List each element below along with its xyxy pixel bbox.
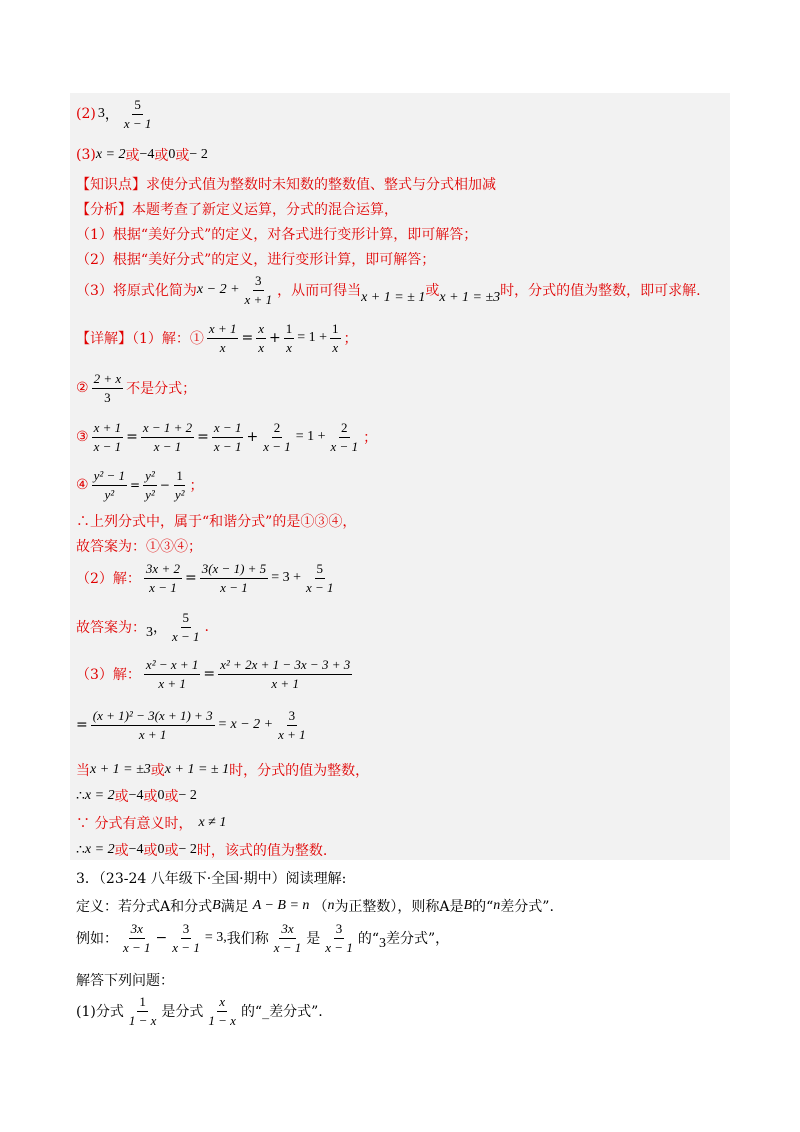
fraction: $\frac{x}{x}$ xyxy=(258,321,264,355)
label: 故答案为： xyxy=(76,620,146,637)
expr: x = 2 xyxy=(84,842,115,857)
detail-3: ③ $\frac{x + 1}{x - 1}$ = $\frac{x - 1 + 2}{x - 1}$ = $\frac{x - 1}{x - 1}$ + $\frac{2}{x - 1}$ = 1 + $\frac{2}{x - 1}$ ； xyxy=(76,420,378,454)
question-3-part1 xyxy=(76,995,323,1027)
value: − 2 xyxy=(178,842,197,857)
fraction: $\frac{1}{x}$ xyxy=(332,321,339,355)
or: 或 xyxy=(143,789,158,805)
question-3-title: 3．（23-24 八年级下·全国·期中）阅读理解: xyxy=(76,871,347,887)
fraction: $\frac{3}{x + 1}$ xyxy=(278,708,306,742)
minus: − xyxy=(155,930,168,947)
end: . xyxy=(204,619,209,636)
end: ； xyxy=(189,478,204,495)
expr: x ≠ 1 xyxy=(198,815,227,830)
analysis: 【分析】本题考查了新定义运算，分式的混合运算， xyxy=(76,202,398,218)
fraction: $\frac{x - 1}{x - 1}$ xyxy=(213,420,242,454)
fraction: $\frac{2}{x - 1}$ xyxy=(330,420,359,454)
so-line-2 xyxy=(76,840,327,860)
text: ，从而可得当 xyxy=(277,283,362,300)
expr: = x − 2 + xyxy=(217,717,274,733)
fraction: $\frac{3}{x - 1}$ xyxy=(325,921,353,955)
value: 0 xyxy=(157,788,165,803)
therefore: ∴ xyxy=(76,788,85,804)
sep: ， xyxy=(104,107,119,124)
fraction: $\frac{\text{(x + 1)² − 3(x + 1) + 3}}{x + 1}$ xyxy=(92,708,213,742)
fraction: $\frac{\text{x² + 2x + 1 − 3x − 3 + 3}}{x + 1}$ xyxy=(220,657,351,691)
question-3-definition xyxy=(76,896,554,916)
text: 时，分式的值为整数，即可求解. xyxy=(500,283,701,300)
detail-part3b: = $\frac{\text{(x + 1)² − 3(x + 1) + 3}}{x + 1}$ = x − 2 + $\frac{3}{x + 1}$ xyxy=(76,708,306,742)
fraction: $\frac{3}{x + 1}$ xyxy=(244,273,273,307)
fraction: $\frac{3x}{x - 1}$ xyxy=(123,921,151,955)
text: 当 xyxy=(76,763,90,779)
fraction: $\frac{1}{\text{y²}}$ xyxy=(174,468,185,502)
text: 是 xyxy=(306,931,321,948)
fraction: $\frac{5}{x - 1}$ xyxy=(305,561,334,595)
text: 差分式”. xyxy=(500,899,554,915)
eq: = xyxy=(241,330,254,347)
text: 我们称 xyxy=(226,931,269,948)
fraction: $\frac{x - 1 + 2}{x - 1}$ xyxy=(142,420,193,454)
value: 0 xyxy=(157,842,165,857)
or: 或 xyxy=(125,148,140,164)
text: ∵ 分式有意义时， xyxy=(76,816,193,832)
text: 为正整数），则称A是 xyxy=(334,899,464,915)
eq: = 1 + xyxy=(295,429,326,445)
answer-3 xyxy=(76,145,208,165)
value: 3 xyxy=(379,936,386,952)
value: −4 xyxy=(128,788,144,803)
value: −4 xyxy=(128,842,144,857)
label: (2) xyxy=(76,106,96,123)
text: 定义：若分式A和分式 xyxy=(76,899,213,915)
sep: ， xyxy=(153,620,167,637)
fraction: $\frac{3(x - 1) + 5}{x - 1}$ xyxy=(201,561,267,595)
plus: + xyxy=(268,330,281,347)
value: 0 xyxy=(168,147,176,162)
value: 3 xyxy=(146,625,153,641)
value: −4 xyxy=(139,147,155,162)
fraction: $\frac{3x + 2}{x - 1}$ xyxy=(145,561,180,595)
text: 时，该式的值为整数. xyxy=(196,843,328,859)
therefore: ∴ xyxy=(76,842,85,858)
eq: = 1 + xyxy=(297,330,328,346)
value: − 2 xyxy=(189,147,208,162)
detail-part3: （3）解： $\frac{\text{x² − x + 1}}{x + 1}$ = $\frac{\text{x² + 2x + 1 − 3x − 3 + 3}}{x + 1}$ xyxy=(76,657,351,691)
or: 或 xyxy=(425,283,440,300)
answer-part2 xyxy=(76,611,209,643)
var: n xyxy=(493,898,501,913)
mark: ③ xyxy=(76,429,89,446)
fraction: $\frac{\text{x² − x + 1}}{x + 1}$ xyxy=(145,657,199,691)
fraction: $\frac{x}{1 - x}$ xyxy=(208,994,236,1028)
detail-4: ④ $\frac{\text{y² − 1}}{\text{y²}}$ = $\frac{\text{y²}}{\text{y²}}$ − $\frac{1}{\text{y²}}$ ； xyxy=(76,468,204,502)
value: − 2 xyxy=(178,788,197,803)
expr: x = 2 xyxy=(95,147,126,162)
or: 或 xyxy=(114,843,129,859)
or: 或 xyxy=(143,843,158,859)
end: ； xyxy=(343,331,358,348)
detail-2 xyxy=(76,372,196,404)
expr: x + 1 = ± 1 xyxy=(361,290,426,306)
detail-part2: （2）解： $\frac{3x + 2}{x - 1}$ = $\frac{3(x - 1) + 5}{x - 1}$ = 3 + $\frac{5}{x - 1}$ xyxy=(76,561,334,595)
text: 的“_差分式”. xyxy=(240,1004,323,1021)
conclusion-1: ∴上列分式中，属于“和谐分式”的是①③④， xyxy=(76,514,357,530)
fraction: $\frac{x + 1}{x - 1}$ xyxy=(93,420,122,454)
or: 或 xyxy=(175,148,190,164)
fraction: $\frac{5}{x - 1}$ xyxy=(172,610,200,644)
expr: x − 2 + xyxy=(196,282,240,298)
var: n xyxy=(327,898,335,913)
text: 满足 xyxy=(220,899,249,915)
fraction: $\frac{\text{y²}}{\text{y²}}$ xyxy=(145,468,155,502)
mark: ② xyxy=(76,380,89,397)
fraction: $\frac{5}{x - 1}$ xyxy=(123,97,152,131)
or: 或 xyxy=(164,843,179,859)
text: 差分式”， xyxy=(386,931,450,948)
fraction: $\frac{3}{x - 1}$ xyxy=(172,921,200,955)
answer-1: 故答案为：①③④； xyxy=(76,539,202,555)
analysis-2: （2）根据“美好分式”的定义，进行变形计算，即可解答； xyxy=(76,252,436,268)
mark: ④ xyxy=(76,477,89,494)
so-line-1 xyxy=(76,786,197,806)
question-3-example xyxy=(76,922,449,954)
fraction: $\frac{3x}{x - 1}$ xyxy=(273,921,302,955)
text: 【详解】（1）解：① xyxy=(76,331,204,348)
label: （2）解： xyxy=(76,571,141,588)
fraction: $\frac{2 + x}{3}$ xyxy=(93,371,122,405)
label: （3）解： xyxy=(76,667,141,684)
eq: = 3 + xyxy=(271,570,301,586)
knowledge-point: 【知识点】求使分式值为整数时未知数的整数值、整式与分式相加减 xyxy=(76,177,496,193)
text: 的“ xyxy=(357,931,379,948)
or: 或 xyxy=(114,789,129,805)
because-line xyxy=(76,813,226,833)
value: 3 xyxy=(97,106,105,122)
expr: x + 1 = ± 1 xyxy=(164,762,230,777)
when-line xyxy=(76,760,369,780)
var: B xyxy=(212,898,221,913)
expr: x + 1 = ±3 xyxy=(439,290,501,306)
analysis-3 xyxy=(76,274,701,306)
label: (3) xyxy=(76,147,96,163)
fraction: $\frac{1}{x}$ xyxy=(285,321,293,355)
analysis-1: （1）根据“美好分式”的定义，对各式进行变形计算，即可解答； xyxy=(76,227,478,243)
var: B xyxy=(463,898,473,913)
expr: x + 1 = ±3 xyxy=(90,762,151,777)
fraction: $\frac{1}{1 - x}$ xyxy=(128,994,157,1028)
question-3-solve: 解答下列问题： xyxy=(76,973,174,989)
fraction: $\frac{x + 1}{x}$ xyxy=(208,321,237,355)
or: 或 xyxy=(154,148,169,164)
text: (1)分式 xyxy=(76,1004,124,1021)
text: 不是分式； xyxy=(126,381,197,398)
text: 例如： xyxy=(76,931,118,948)
eq: = 3, xyxy=(204,930,227,946)
fraction: $\frac{\text{y² − 1}}{\text{y²}}$ xyxy=(93,468,126,502)
fraction: $\frac{2}{x - 1}$ xyxy=(263,420,291,454)
text: （ xyxy=(313,899,328,915)
text: 时，分式的值为整数， xyxy=(229,763,370,779)
or: 或 xyxy=(164,789,179,805)
end: ； xyxy=(363,430,378,447)
detail-1 xyxy=(76,322,358,354)
text: （3）将原式化简为 xyxy=(76,283,197,300)
text: 的“ xyxy=(472,899,494,915)
plus: + xyxy=(246,429,259,446)
or: 或 xyxy=(150,763,165,779)
expr: x = 2 xyxy=(84,788,115,803)
answer-2 xyxy=(76,98,156,130)
text: 是分式 xyxy=(161,1004,204,1021)
expr: A − B = n xyxy=(252,898,310,913)
